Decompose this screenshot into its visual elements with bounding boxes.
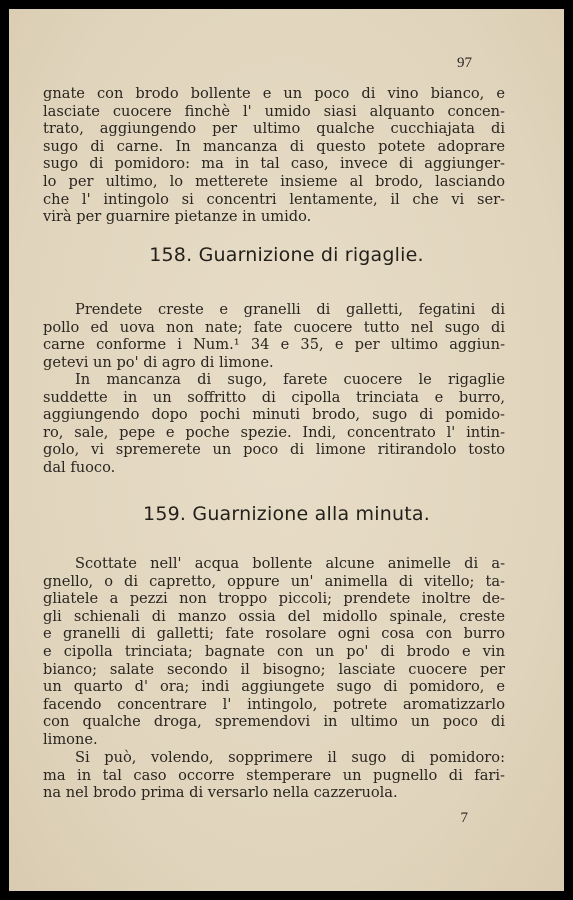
text-line: getevi un po' di agro di limone. [43, 353, 274, 371]
text-line: e cipolla trinciata; bagnate con un po' di brodo e vin [43, 642, 505, 660]
text-line: sugo di carne. In mancanza di questo potete adoprare [43, 137, 505, 155]
text-line: e granelli di galletti; fate rosolare ogni cosa con burro [43, 625, 505, 643]
text-line: dal fuoco. [43, 458, 116, 476]
text-line: lasciate cuocere finchè l' umido siasi alquanto concen- [43, 102, 505, 120]
text-line: ma in tal caso occorre stemperare un pugnello di fari- [43, 766, 505, 784]
text-line: gnate con brodo bollente e un poco di vino bianco, e [43, 85, 505, 102]
text-line: golo, vi spremerete un poco di limone ritirandolo tosto [43, 441, 505, 459]
section-159-paragraph-1 [43, 555, 505, 749]
text-line: gliatele a pezzi non troppo piccoli; prendete inoltre de- [43, 590, 505, 608]
text-line: carne conforme i Num.¹ 34 e 35, e per ultimo aggiun- [43, 336, 505, 354]
text-line: bianco; salate secondo il bisogno; lasciate cuocere per [43, 660, 505, 678]
text-line: In mancanza di sugo, farete cuocere le rigaglie [75, 371, 505, 388]
section-159-heading: 159. Guarnizione alla minuta. [143, 503, 430, 525]
section-158-heading: 158. Guarnizione di rigaglie. [149, 244, 424, 266]
text-line: ro, sale, pepe e poche spezie. Indi, concentrato l' intin- [43, 423, 505, 441]
text-line: limone. [43, 730, 98, 748]
book-page [9, 9, 564, 891]
signature-mark: 7 [460, 810, 468, 826]
text-line: virà per guarnire pietanze in umido. [43, 208, 312, 226]
text-line: gli schienali di manzo ossia del midollo spinale, creste [43, 607, 505, 625]
text-line: trato, aggiungendo per ultimo qualche cucchiajata di [43, 120, 505, 138]
text-line: Prendete creste e granelli di galletti, fegatini di [75, 301, 505, 318]
text-line: Si può, volendo, sopprimere il sugo di pomidoro: [75, 749, 505, 766]
section-158-paragraph-2 [43, 371, 505, 477]
page-number: 97 [457, 55, 472, 71]
text-line: gnello, o di capretto, oppure un' animella di vitello; ta- [43, 572, 505, 590]
text-line: na nel brodo prima di versarlo nella cazzeruola. [43, 784, 398, 802]
section-158-paragraph-1 [43, 301, 505, 371]
text-line: pollo ed uova non nate; fate cuocere tutto nel sugo di [43, 318, 505, 336]
text-line: Scottate nell' acqua bollente alcune animelle di a- [75, 555, 505, 572]
text-line: suddette in un soffritto di cipolla trinciata e burro, [43, 388, 505, 406]
text-line: sugo di pomidoro: ma in tal caso, invece di aggiunger- [43, 155, 505, 173]
text-line: con qualche droga, spremendovi in ultimo un poco di [43, 713, 505, 731]
intro-paragraph [43, 85, 505, 226]
text-line: che l' intingolo si concentri lentamente, il che vi ser- [43, 190, 505, 208]
text-line: aggiungendo dopo pochi minuti brodo, sugo di pomido- [43, 406, 505, 424]
text-line: un quarto d' ora; indi aggiungete sugo di pomidoro, e [43, 678, 505, 696]
text-line: facendo concentrare l' intingolo, potrete aromatizzarlo [43, 695, 505, 713]
text-line: lo per ultimo, lo metterete insieme al brodo, lasciando [43, 172, 505, 190]
section-159-paragraph-2 [43, 749, 505, 802]
